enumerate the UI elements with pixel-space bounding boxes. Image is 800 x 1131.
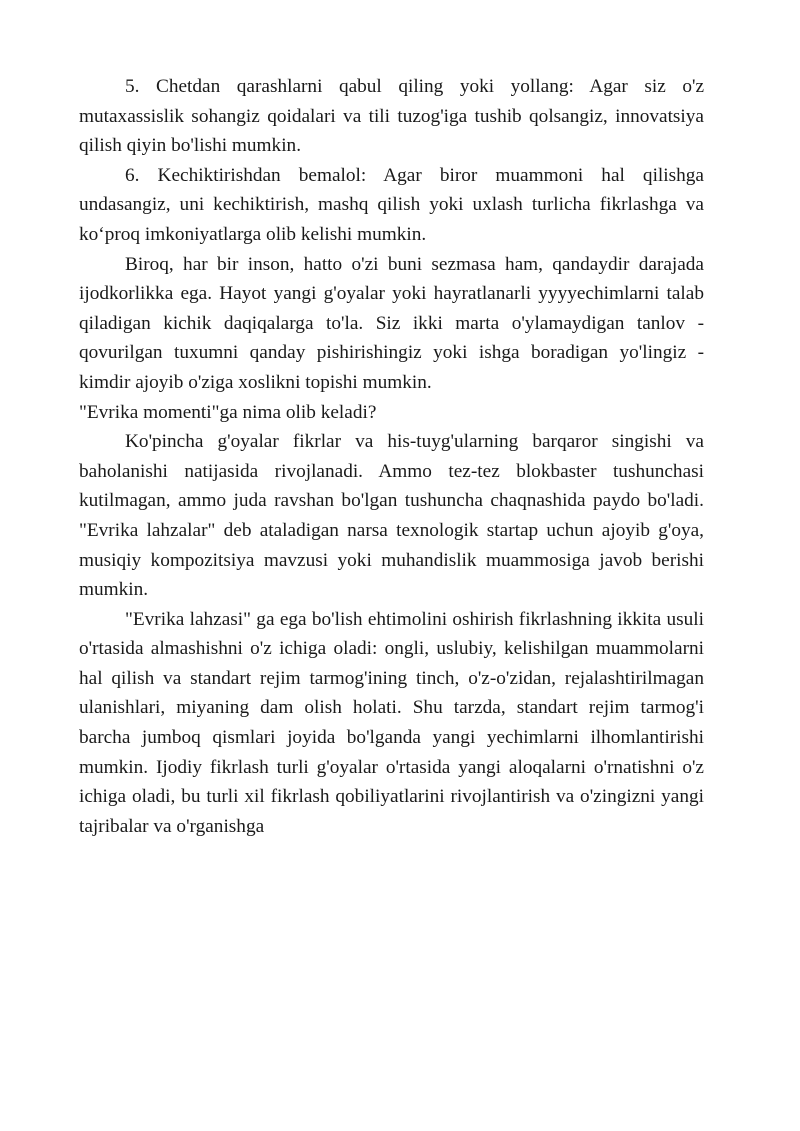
document-body [79, 72, 704, 841]
paragraph-item-5: 5. Chetdan qarashlarni qabul qiling yoki yollang: Agar siz o'z mutaxassislik sohangiz qoidalari va tili tuzog'iga tushib qolsangiz, innovatsiya qilish qiyin bo'lishi mumkin. [79, 76, 704, 157]
section-question-heading: "Evrika momenti"ga nima olib keladi? [79, 401, 377, 423]
paragraph-ideas: Ko'pincha g'oyalar fikrlar va his-tuyg'ularning barqaror singishi va baholanishi natijasida rivojlanadi. Ammo tez-tez blokbaster tushunchasi kutilmagan, ammo juda ravshan bo'lgan tushuncha chaqnashida paydo bo'ladi. "Evrika lahzalar" deb ataladigan narsa texnologik startap uchun ajoyib g'oya, musiqiy kompozitsiya mavzusi yoki muhandislik muammosiga javob berishi mumkin. [79, 431, 704, 601]
paragraph-item-6: 6. Kechiktirishdan bemalol: Agar biror muammoni hal qilishga undasangiz, uni kechiktirish, mashq qilish yoki uxlash turlicha fikrlashga va ko‘proq imkoniyatlarga olib kelishi mumkin. [79, 164, 704, 245]
paragraph-creativity: Biroq, har bir inson, hatto o'zi buni sezmasa ham, qandaydir darajada ijodkorlikka ega. Hayot yangi g'oyalar yoki hayratlanarli yyyyechimlarni talab qiladigan kichik daqiqalarga to'la. Siz ikki marta o'ylamaydigan tanlov - qovurilgan tuxumni qanday pishirishingiz yoki ishga boradigan yo'lingiz - kimdir ajoyib o'ziga xoslikni topishi mumkin. [79, 253, 704, 393]
paragraph-eureka: "Evrika lahzasi" ga ega bo'lish ehtimolini oshirish fikrlashning ikkita usuli o'rtasida almashishni o'z ichiga oladi: ongli, uslubiy, kelishilgan muammolarni hal qilish va standart rejim tarmog'ining tinch, o'z-o'zidan, rejalashtirilmagan ulanishlari, miyaning dam olish holati. Shu tarzda, standart rejim tarmog'i barcha jumboq qismlari joyida bo'lganda yangi yechimlarni ilhomlantirishi mumkin. Ijodiy fikrlash turli g'oyalar o'rtasida yangi aloqalarni o'rnatishni o'z ichiga oladi, bu turli xil fikrlash qobiliyatlarini rivojlantirish va o'zingizni yangi tajribalar va o'rganishga [79, 608, 704, 837]
